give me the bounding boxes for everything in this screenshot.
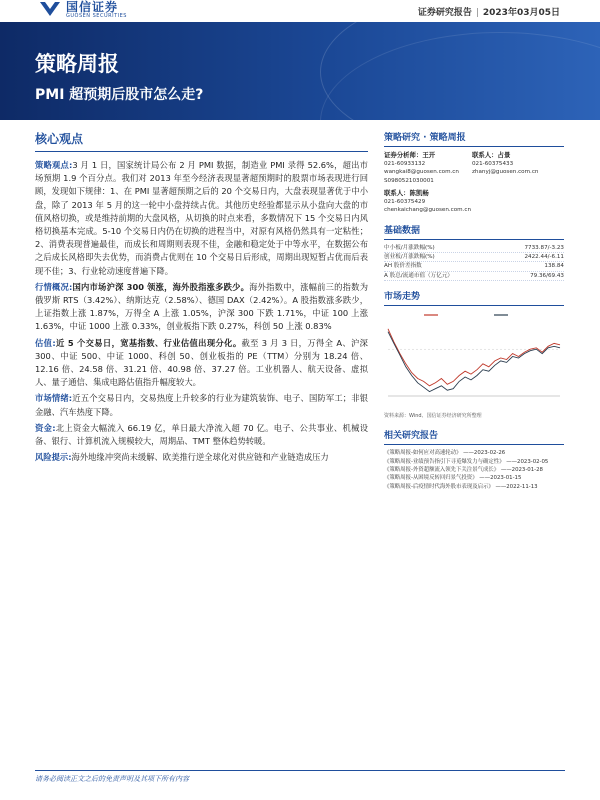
basic-row bbox=[384, 262, 564, 271]
title-banner bbox=[0, 22, 600, 120]
basic-label: 中小板/月涨跌幅(%) bbox=[384, 244, 435, 251]
core-views bbox=[35, 130, 368, 467]
analyst-right: 021-60375433 bbox=[472, 160, 514, 167]
contact-line: 联系人：陈凯畅 bbox=[384, 189, 429, 197]
analyst-right: 联系人：占景 bbox=[472, 151, 511, 159]
sidebar-heading: 策略研究 · 策略周报 bbox=[384, 130, 564, 147]
contact-line: 021-60375429 bbox=[384, 198, 426, 205]
paragraph-lead: 资金: bbox=[35, 422, 56, 433]
basic-label: A 股总/流通市值（万亿元） bbox=[384, 272, 454, 279]
analyst-left: 证券分析师：王开 bbox=[384, 151, 436, 159]
top-bar bbox=[0, 0, 600, 22]
report-date: 2023年03月05日 bbox=[482, 8, 560, 18]
paragraph-lead: 市场情绪: bbox=[35, 393, 73, 404]
market-trend bbox=[384, 289, 564, 419]
paragraph-text: 近五个交易日内，交易热度上升较多的行业为建筑装饰、电子、国防军工；非银金融、汽车热度下降。 bbox=[35, 393, 368, 417]
analyst-info bbox=[384, 151, 564, 215]
basic-heading: 基础数据 bbox=[384, 223, 564, 240]
analyst-left: 021-60933132 bbox=[384, 160, 426, 167]
paragraph-text: 3 月 1 日，国家统计局公布 2 月 PMI 数据，制造业 PMI 录得 52.6%，超出市场预期 1.9 个百分点。我们对 2013 年至今经济表现显著超预期时的股票市场表现进行回顾，发现如下规律：1、在 PMI 显著超预期之后的 20 个交易日内，大盘表现显著优于中小盘，除了 2013 年 5 月的这一轮中小盘持续占优。其他历史经验都显示从小盘向大盘的市值风格切换，或是维持前期的大盘风格，从切换的时点来看，多数情况下 15 个交易日内风格切换基本完成。5-10 个交易日内仍在切换的进程当中，对原有风格仍然具有一定粘性；2、消费表现普遍最佳，而成长和周期则表现不佳，金融和稳定处于中等水平，在数据公布之后成长风格即失去优势，而消费占优则在 10 个交易日后形成，周期出现短暂占优而后表现不佳；3、行业轮动速度普遍下降。 bbox=[35, 160, 368, 276]
analyst-left: S0980521030001 bbox=[384, 177, 434, 184]
related-reports bbox=[384, 428, 564, 491]
chart-source: 资料来源：Wind、国信证券经济研究所整理 bbox=[384, 413, 482, 420]
analyst-row bbox=[384, 168, 564, 177]
disclaimer-footer: 请务必阅读正文之后的免责声明及其项下所有内容 bbox=[35, 770, 565, 784]
core-paragraph bbox=[35, 337, 368, 390]
basic-label: 创业板/月涨跌幅(%) bbox=[384, 253, 435, 260]
core-heading: 核心观点 bbox=[35, 130, 368, 152]
logo-en: GUOSEN SECURITIES bbox=[66, 13, 127, 19]
analyst-row bbox=[384, 151, 564, 160]
analyst-right: zhanyj@guosen.com.cn bbox=[472, 169, 539, 175]
sidebar bbox=[384, 130, 564, 491]
logo-cn: 国信证券 bbox=[66, 0, 119, 14]
trend-heading: 市场走势 bbox=[384, 289, 564, 306]
basic-value: 7733.87/-3.23 bbox=[524, 244, 564, 251]
trend-chart-svg bbox=[384, 310, 564, 410]
related-item: 《策略周报-外资超额流入领先下关注景气成长》 ——2023-01-28 bbox=[384, 466, 543, 473]
analyst-row bbox=[384, 177, 564, 186]
series-line-2 bbox=[388, 332, 560, 392]
paragraph-text: 海外地缘冲突尚未缓解、欧美推行逆全球化对供应链和产业链造成压力 bbox=[71, 452, 329, 463]
core-paragraph bbox=[35, 422, 368, 448]
basic-row bbox=[384, 272, 564, 281]
report-type: 证券研究报告 | 2023年03月05日 bbox=[417, 8, 560, 18]
report-title: 策略周报 bbox=[35, 52, 119, 76]
contact-line: chenkaichang@guosen.com.cn bbox=[384, 207, 472, 213]
paragraph-text: 北上资金大幅流入 66.19 亿，单日最大净流入超 70 亿。电子、公共事业、机械设备、银行、计算机流入规模较大，周期品、TMT 整体趋势转暖。 bbox=[35, 422, 368, 447]
related-heading: 相关研究报告 bbox=[384, 428, 564, 445]
paragraph-emphasis: 国内市场沪深 300 领涨，海外股指涨多跌少。 bbox=[72, 281, 250, 292]
basic-row bbox=[384, 253, 564, 262]
paragraph-text: 海外指数中，涨幅前三的指数为俄罗斯 RTS（3.42%）、纳斯达克（2.58%）、德国 DAX（2.42%）。A 股指数涨多跌少，上证指数上涨 1.87%，万得全 A 上涨 1.05%，沪深 300 下跌 1.71%，中证 100 上涨 1.63%，中证 1000 上涨 0.33%，创业板指下跌 0.27%，科创 50 上涨 0.83% bbox=[35, 281, 368, 332]
report-type-label: 证券研究报告 bbox=[417, 8, 472, 18]
paragraph-lead: 策略观点: bbox=[35, 160, 73, 170]
basic-value: 79.36/69.43 bbox=[530, 272, 564, 279]
basic-label: AH 股价差指数 bbox=[384, 263, 422, 270]
basic-value: 2422.44/-6.11 bbox=[524, 253, 564, 260]
paragraph-lead: 行情概况: bbox=[35, 281, 73, 292]
analyst-row bbox=[384, 160, 564, 169]
basic-value: 138.84 bbox=[544, 263, 564, 270]
logo-mark-icon bbox=[40, 2, 60, 18]
core-paragraph bbox=[35, 392, 368, 418]
analyst-right bbox=[472, 177, 564, 186]
paragraph-emphasis: 近 5 个交易日，宽基指数、行业估值出现分化。 bbox=[55, 337, 242, 348]
paragraph-lead: 风险提示: bbox=[35, 452, 72, 463]
basic-data bbox=[384, 223, 564, 282]
basic-row bbox=[384, 244, 564, 253]
core-paragraph bbox=[35, 281, 368, 334]
report-subtitle: PMI 超预期后股市怎么走? bbox=[35, 87, 204, 103]
paragraph-lead: 估值: bbox=[35, 337, 56, 348]
core-paragraph bbox=[35, 159, 368, 278]
paragraph-text: 截至 3 月 3 日，万得全 A、沪深 300、中证 500、中证 1000、科创 50、创业板指的 PE（TTM）分别为 18.24 倍、12.16 倍、24.58 倍、31.21 倍、40.98 倍、37.27 倍。工业机器人、航天设备、虚拟人、量子通信、集成电路估值指升幅度较大。 bbox=[35, 337, 368, 388]
related-item: 《策略周报-如何应对高速轮动》 ——2023-02-26 bbox=[384, 450, 506, 457]
related-item: 《策略周报-后疫情时代海外股市表现及启示》 ——2022-11-13 bbox=[384, 483, 538, 490]
related-item: 《策略周报-从困境反转回归景气投资》 ——2023-01-15 bbox=[384, 475, 522, 482]
core-paragraph bbox=[35, 451, 368, 464]
related-item: 《策略周报-业绩预告指引下寻觅爆发力与确定性》 ——2023-02-05 bbox=[384, 458, 549, 465]
analyst-left: wangkai8@guosen.com.cn bbox=[384, 169, 459, 175]
trend-chart bbox=[384, 310, 564, 410]
company-logo bbox=[40, 0, 127, 20]
